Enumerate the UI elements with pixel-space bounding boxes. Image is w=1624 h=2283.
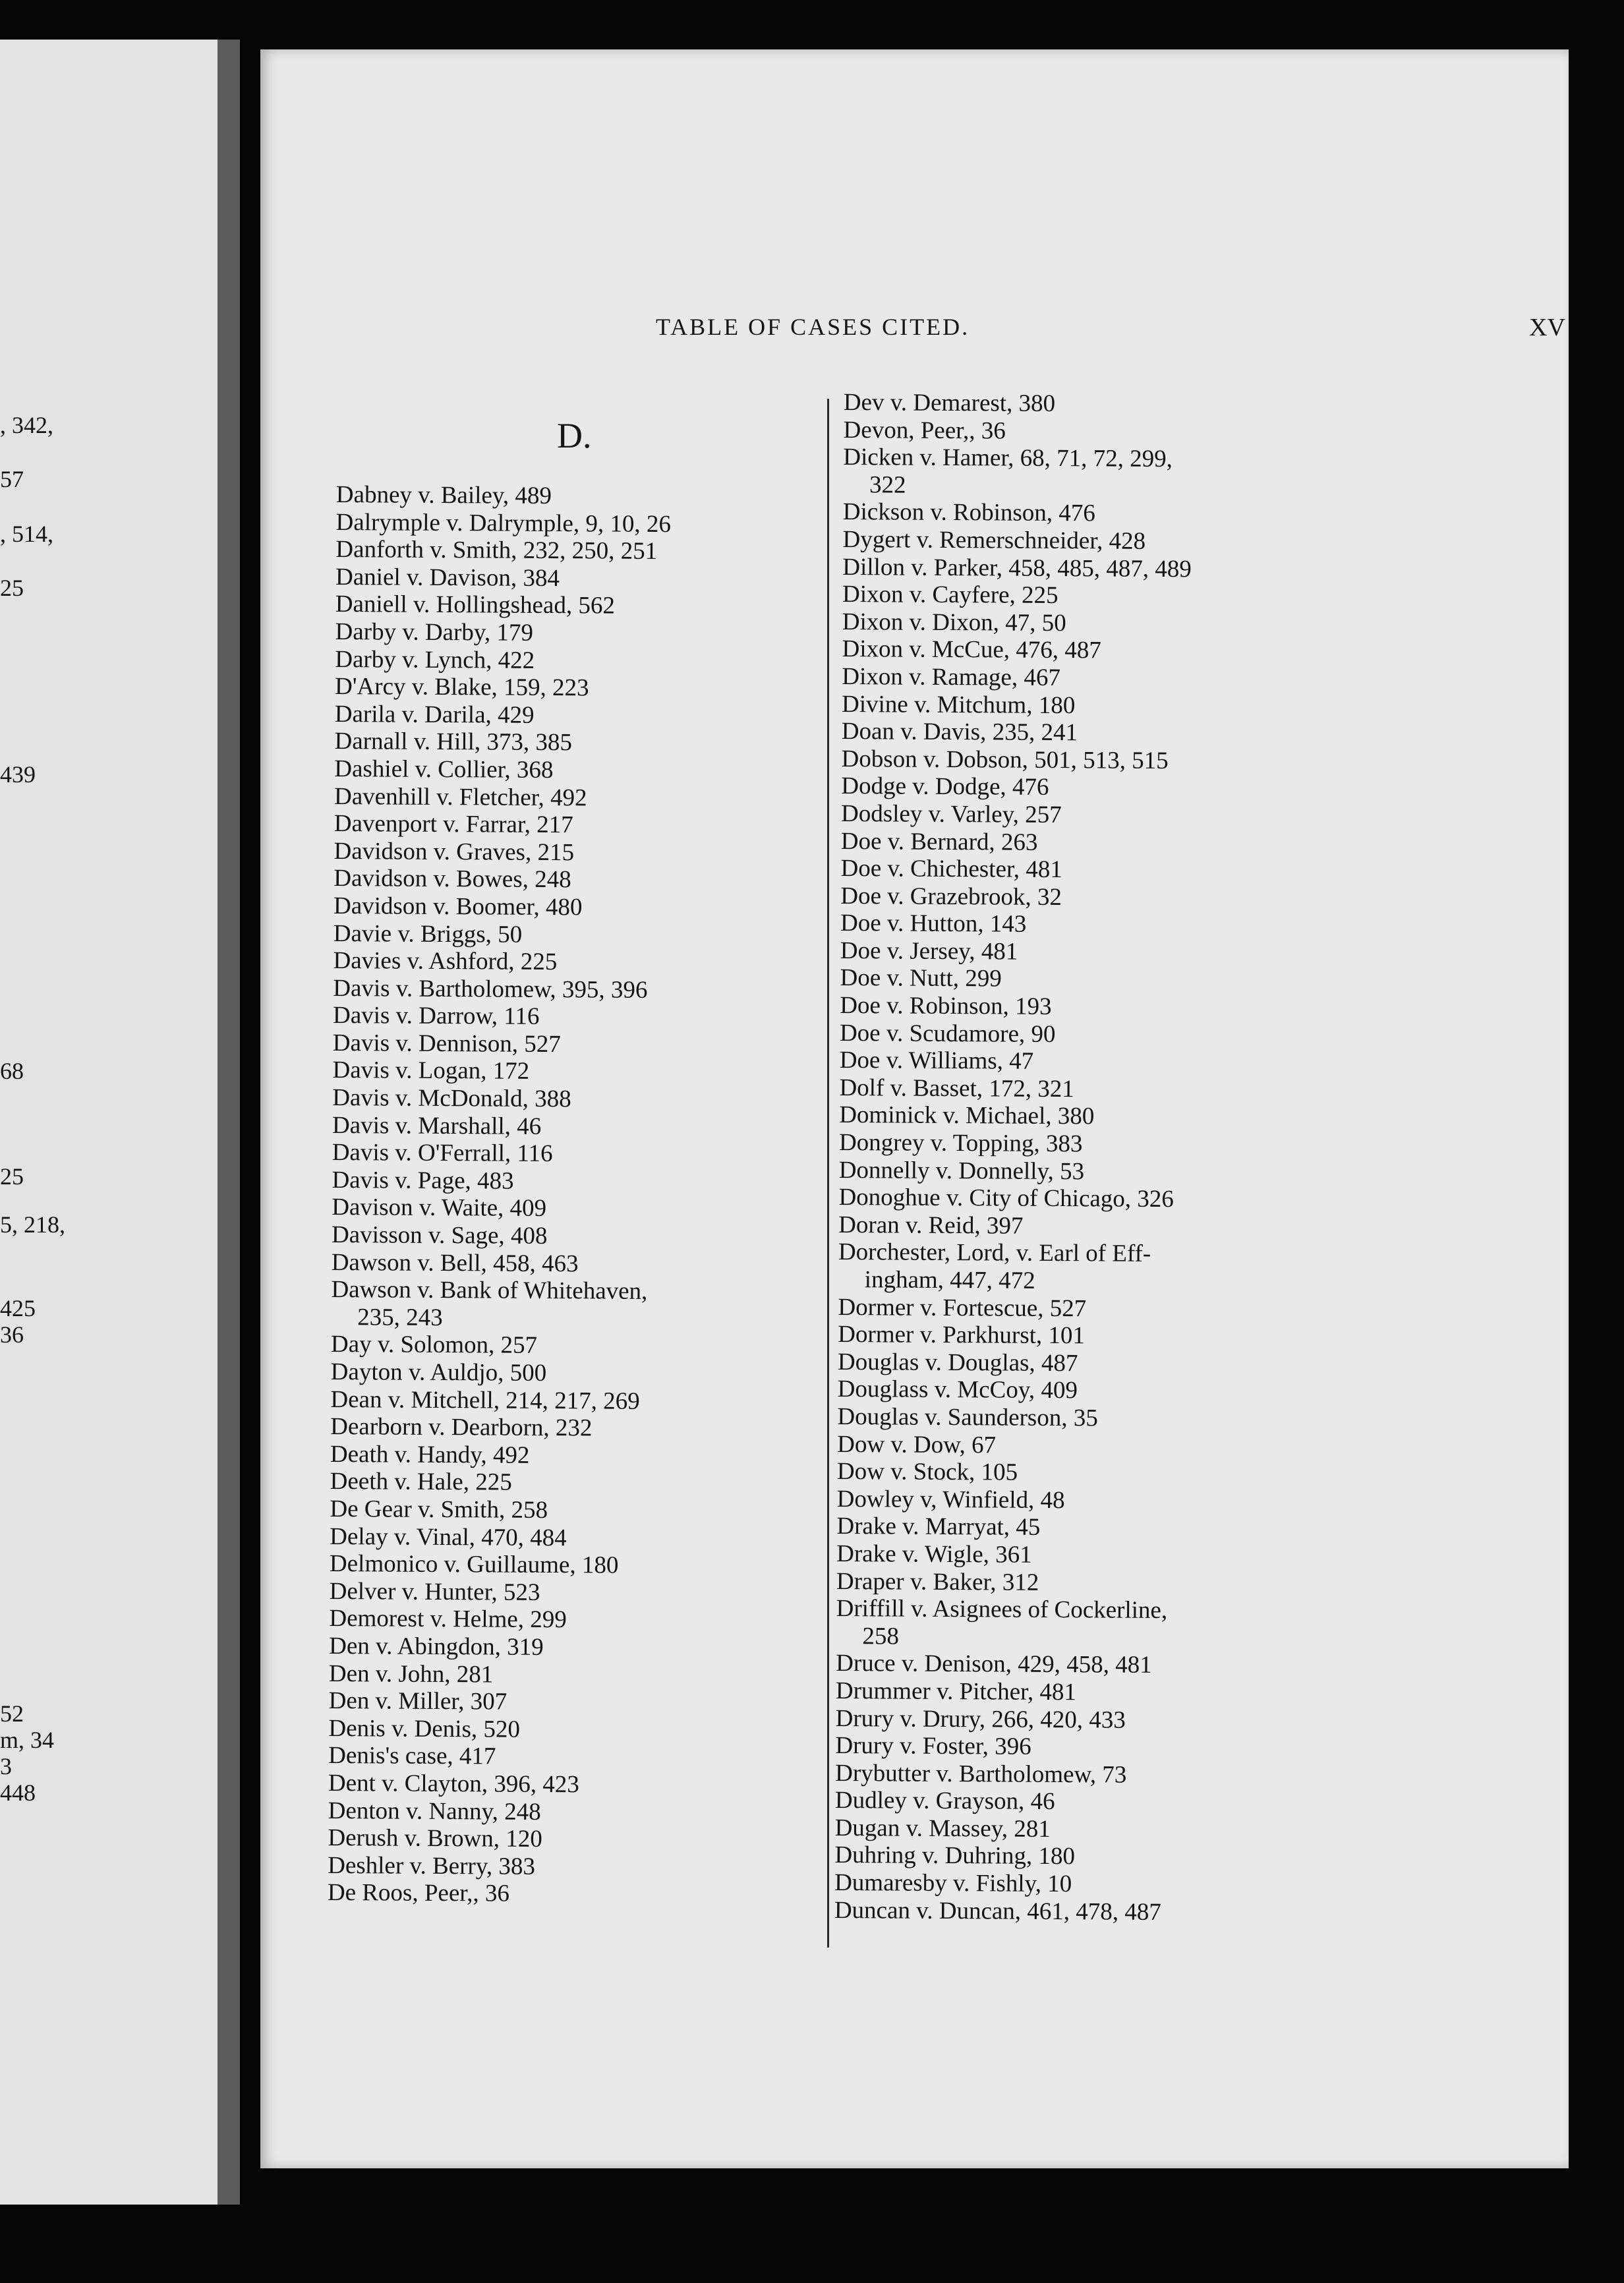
case-entry: Daniell v. Hollingshead, 562 xyxy=(335,591,616,620)
case-entry: Death v. Handy, 492 xyxy=(330,1440,530,1469)
case-entry: Denton v. Nanny, 248 xyxy=(328,1797,541,1826)
case-entry: Dygert v. Remerschneider, 428 xyxy=(842,525,1146,555)
case-entry: Delmonico v. Guillaume, 180 xyxy=(329,1550,619,1579)
case-entry: Denis v. Denis, 520 xyxy=(328,1714,521,1743)
case-entry: Dodsley v. Varley, 257 xyxy=(840,799,1062,828)
case-entry: D'Arcy v. Blake, 159, 223 xyxy=(334,673,589,702)
case-entry: Davenhill v. Fletcher, 492 xyxy=(334,782,587,811)
previous-page-fragment: 425 xyxy=(0,1295,36,1321)
case-entry: Dugan v. Massey, 281 xyxy=(834,1814,1051,1843)
case-entry: Dorchester, Lord, v. Earl of Eff- xyxy=(838,1238,1151,1268)
case-entry: Dobson v. Dobson, 501, 513, 515 xyxy=(841,745,1169,774)
previous-page-fragment: , 514, xyxy=(0,521,53,547)
case-entry: Day v. Solomon, 257 xyxy=(330,1331,538,1360)
case-entry: Donnelly v. Donnelly, 53 xyxy=(838,1156,1085,1185)
case-entry: Doe v. Jersey, 481 xyxy=(840,937,1018,966)
case-entry: Dow v. Dow, 67 xyxy=(837,1430,997,1459)
case-entry: Davidson v. Bowes, 248 xyxy=(334,865,571,894)
previous-page-fragment: 25 xyxy=(0,575,24,601)
section-letter: D. xyxy=(557,416,592,455)
case-entry: Davidson v. Graves, 215 xyxy=(334,837,575,866)
case-entry: Donoghue v. City of Chicago, 326 xyxy=(838,1184,1174,1213)
case-entry: Darnall v. Hill, 373, 385 xyxy=(334,728,573,757)
case-entry: Dongrey v. Topping, 383 xyxy=(838,1129,1083,1158)
case-entry: Doe v. Robinson, 193 xyxy=(840,992,1052,1021)
case-entry: Delay v. Vinal, 470, 484 xyxy=(330,1522,567,1551)
case-entry: 322 xyxy=(869,471,906,499)
case-entry: Davisson v. Sage, 408 xyxy=(331,1221,548,1250)
column-divider xyxy=(827,399,829,1948)
case-entry: ingham, 447, 472 xyxy=(864,1266,1035,1294)
case-entry: Davenport v. Farrar, 217 xyxy=(334,810,573,839)
case-entry: Doe v. Williams, 47 xyxy=(839,1047,1034,1076)
case-entry: Dawson v. Bell, 458, 463 xyxy=(331,1248,579,1277)
case-entry: Davison v. Waite, 409 xyxy=(332,1194,547,1223)
case-entry: Doe v. Nutt, 299 xyxy=(840,964,1002,993)
case-entry: Drake v. Wigle, 361 xyxy=(836,1540,1032,1569)
case-entry: Divine v. Mitchum, 180 xyxy=(841,690,1076,719)
case-entry: Dickson v. Robinson, 476 xyxy=(842,498,1096,527)
case-entry: Doe v. Scudamore, 90 xyxy=(839,1019,1056,1048)
case-entry: Driffill v. Asignees of Cockerline, xyxy=(836,1595,1168,1625)
case-entry: Davis v. Dennison, 527 xyxy=(332,1029,561,1058)
case-entry: Davidson v. Boomer, 480 xyxy=(333,892,583,921)
previous-page-fragment: , 342, xyxy=(0,412,53,438)
case-entry: Dixon v. Ramage, 467 xyxy=(842,662,1061,691)
case-entry: 235, 243 xyxy=(357,1304,443,1331)
case-entry: Dudley v. Grayson, 46 xyxy=(834,1787,1055,1816)
previous-page-fragment: 68 xyxy=(0,1058,24,1084)
case-entry: Dean v. Mitchell, 214, 217, 269 xyxy=(330,1385,640,1415)
case-entry: Drybutter v. Bartholomew, 73 xyxy=(835,1759,1127,1789)
case-entry: Doe v. Bernard, 263 xyxy=(840,827,1038,856)
case-entry: Doe v. Grazebrook, 32 xyxy=(840,882,1062,911)
case-entry: Dixon v. Dixon, 47, 50 xyxy=(842,608,1066,637)
case-entry: Darila v. Darila, 429 xyxy=(334,700,535,729)
case-entry: Dumaresby v. Fishly, 10 xyxy=(834,1869,1072,1898)
case-entry: Davis v. Darrow, 116 xyxy=(332,1002,540,1031)
case-entry: Danforth v. Smith, 232, 250, 251 xyxy=(335,536,658,565)
case-entry: Dayton v. Auldjo, 500 xyxy=(330,1358,547,1387)
previous-page-fragment: 52 xyxy=(0,1700,24,1727)
case-entry: De Roos, Peer,, 36 xyxy=(327,1879,510,1907)
case-entry: Drake v. Marryat, 45 xyxy=(836,1513,1041,1542)
case-entry: Darby v. Darby, 179 xyxy=(335,618,534,647)
case-entry: Dow v. Stock, 105 xyxy=(836,1458,1018,1486)
previous-page-fragment: m, 34 xyxy=(0,1727,55,1753)
case-entry: Draper v. Baker, 312 xyxy=(836,1567,1039,1596)
previous-page-fragment: 448 xyxy=(0,1779,36,1806)
case-entry: Douglas v. Douglas, 487 xyxy=(837,1348,1078,1377)
cases-column-right xyxy=(834,389,1562,1928)
case-entry: Devon, Peer,, 36 xyxy=(843,416,1006,445)
case-entry: Denis's case, 417 xyxy=(328,1742,496,1770)
previous-page-text-fragments xyxy=(0,40,132,2205)
case-entry: Davis v. O'Ferrall, 116 xyxy=(332,1139,553,1168)
previous-page-fragment: 3 xyxy=(0,1753,12,1779)
previous-page-fragment: 5, 218, xyxy=(0,1211,65,1238)
case-entry: Duncan v. Duncan, 461, 478, 487 xyxy=(834,1896,1162,1926)
case-entry: Davies v. Ashford, 225 xyxy=(333,947,558,976)
case-entry: Doe v. Hutton, 143 xyxy=(840,910,1027,938)
case-entry: Dixon v. Cayfere, 225 xyxy=(842,581,1058,610)
case-entry: Dolf v. Basset, 172, 321 xyxy=(839,1074,1074,1103)
page-header xyxy=(656,313,1565,353)
case-entry: Doan v. Davis, 235, 241 xyxy=(841,718,1078,747)
case-entry: Daniel v. Davison, 384 xyxy=(335,563,560,592)
case-entry: Darby v. Lynch, 422 xyxy=(335,645,535,674)
case-entry: De Gear v. Smith, 258 xyxy=(330,1495,548,1524)
cases-column-left xyxy=(328,481,850,1910)
case-entry: Douglas v. Saunderson, 35 xyxy=(837,1402,1098,1432)
case-entry: Dixon v. McCue, 476, 487 xyxy=(842,635,1101,664)
case-entry: Dalrymple v. Dalrymple, 9, 10, 26 xyxy=(335,508,672,538)
previous-page-fragment: 439 xyxy=(0,761,36,788)
case-entry: Den v. Miller, 307 xyxy=(328,1687,508,1716)
case-entry: Dodge v. Dodge, 476 xyxy=(841,772,1049,801)
case-entry: Demorest v. Helme, 299 xyxy=(329,1605,567,1634)
case-entry: Derush v. Brown, 120 xyxy=(328,1824,542,1853)
case-entry: Deshler v. Berry, 383 xyxy=(328,1851,536,1880)
case-entry: Doran v. Reid, 397 xyxy=(838,1211,1024,1240)
case-entry: Davis v. Bartholomew, 395, 396 xyxy=(333,974,648,1004)
case-entry: Dawson v. Bank of Whitehaven, xyxy=(331,1276,648,1306)
case-entry: Duhring v. Duhring, 180 xyxy=(834,1841,1076,1870)
case-entry: Dev v. Demarest, 380 xyxy=(843,389,1056,417)
previous-page-fragment: 25 xyxy=(0,1163,24,1190)
case-entry: Den v. Abingdon, 319 xyxy=(329,1632,544,1661)
case-entry: Drury v. Foster, 396 xyxy=(835,1732,1031,1760)
case-entry: 258 xyxy=(862,1622,900,1650)
case-entry: Doe v. Chichester, 481 xyxy=(840,855,1062,884)
previous-page-edge xyxy=(0,40,240,2205)
case-entry: Davis v. Logan, 172 xyxy=(332,1056,530,1085)
case-entry: Dicken v. Hamer, 68, 71, 72, 299, xyxy=(843,444,1173,473)
case-entry: Dabney v. Bailey, 489 xyxy=(335,481,552,509)
case-entry: Davis v. Page, 483 xyxy=(332,1166,514,1195)
case-entry: Dominick v. Michael, 380 xyxy=(839,1101,1095,1130)
case-entry: Delver v. Hunter, 523 xyxy=(329,1577,540,1606)
case-entry: Druce v. Denison, 429, 458, 481 xyxy=(836,1650,1152,1679)
running-title: TABLE OF CASES CITED. xyxy=(656,314,970,340)
case-entry: Drummer v. Pitcher, 481 xyxy=(835,1677,1077,1706)
case-entry: Dillon v. Parker, 458, 485, 487, 489 xyxy=(842,553,1192,583)
case-entry: Dormer v. Fortescue, 527 xyxy=(838,1293,1087,1322)
case-entry: Dent v. Clayton, 396, 423 xyxy=(328,1769,579,1799)
case-entry: Drury v. Drury, 266, 420, 433 xyxy=(835,1704,1126,1734)
case-entry: Dormer v. Parkhurst, 101 xyxy=(838,1321,1086,1350)
case-entry: Den v. John, 281 xyxy=(328,1660,494,1689)
case-entry: Davis v. Marshall, 46 xyxy=(332,1111,542,1140)
case-entry: Deeth v. Hale, 225 xyxy=(330,1468,512,1497)
case-entry: Douglass v. McCoy, 409 xyxy=(837,1375,1078,1404)
page-number: XV xyxy=(1529,314,1565,341)
previous-page-fragment: 36 xyxy=(0,1321,24,1348)
book-page xyxy=(260,49,1569,2168)
case-entry: Dearborn v. Dearborn, 232 xyxy=(330,1413,593,1442)
case-entry: Davie v. Briggs, 50 xyxy=(333,919,523,948)
previous-page-fragment: 57 xyxy=(0,466,24,492)
case-entry: Dashiel v. Collier, 368 xyxy=(334,755,554,784)
case-entry: Davis v. McDonald, 388 xyxy=(332,1084,571,1113)
case-entry: Dowley v, Winfield, 48 xyxy=(836,1485,1065,1514)
